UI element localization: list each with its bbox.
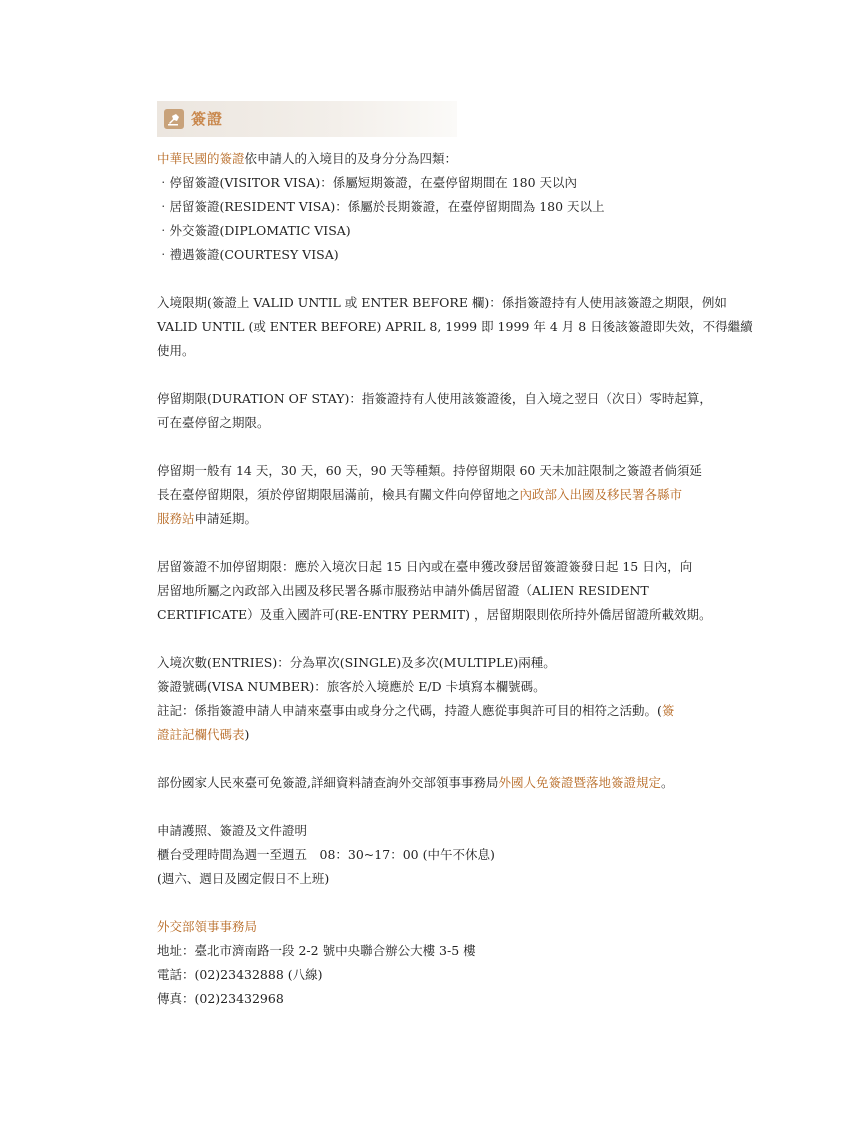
entries-text: 入境次數(ENTRIES)：分為單次(SINGLE)及多次(MULTIPLE)兩種。 xyxy=(157,655,556,670)
visa-type-item: ‧外交簽證(DIPLOMATIC VISA) xyxy=(157,223,351,238)
visa-free-text: 部份國家人民來臺可免簽證,詳細資料請查詢外交部領事事務局 xyxy=(157,775,499,790)
intro-text: 依申請人的入境目的及身分分為四類： xyxy=(244,151,458,166)
resident-text: 居留地所屬之內政部入出國及移民署各縣市服務站申請外僑居留證（ALIEN RESIDENT xyxy=(157,583,649,598)
immigration-office-link-cont[interactable]: 服務站 xyxy=(157,511,195,526)
service-title: 申請護照、簽證及文件證明 xyxy=(157,823,308,838)
remarks-line xyxy=(157,723,717,747)
visa-document xyxy=(157,101,753,1011)
roc-visa-link[interactable]: 中華民國的簽證 xyxy=(157,151,245,166)
immigration-office-link[interactable]: 內政部入出國及移民署各縣市 xyxy=(519,487,683,502)
extension-line xyxy=(157,507,717,531)
validity-text: 入境限期(簽證上 VALID UNTIL 或 ENTER BEFORE 欄)：係指簽證持有人使用該簽證之期限，例如 xyxy=(157,295,727,310)
remarks-code-link-cont[interactable]: 證註記欄代碼表 xyxy=(157,727,245,742)
visa-exempt-link[interactable]: 外國人免簽證暨落地簽證規定 xyxy=(498,775,661,790)
resident-text: 居留簽證不加停留期限：應於入境次日起 15 日內或在臺申獲改發居留簽證簽發日起 15 日內，向 xyxy=(157,559,693,574)
section-header xyxy=(157,101,457,137)
office-fax: 傳真：(02)23432968 xyxy=(157,991,284,1006)
office-name-text: 外交部領事事務局 xyxy=(157,919,258,934)
duration-text: 停留期限(DURATION OF STAY)：指簽證持有人使用該簽證後，自入境之翌日（次日）零時起算， xyxy=(157,391,712,406)
visa-stamp-icon xyxy=(164,109,184,129)
office-name xyxy=(157,915,717,939)
remarks-code-link[interactable]: 簽 xyxy=(661,703,675,718)
extension-text: 停留期一般有 14 天，30 天，60 天，90 天等種類。持停留期限 60 天未加註限制之簽證者倘須延 xyxy=(157,463,702,478)
visa-free-end: 。 xyxy=(661,775,674,790)
service-closed: (週六、週日及國定假日不上班) xyxy=(157,871,330,886)
extension-line xyxy=(157,483,717,507)
remarks-text: 註記：係指簽證申請人申請來臺事由或身分之代碼，持證人應從事與許可目的相符之活動。( xyxy=(157,703,662,718)
visa-type-item: ‧禮遇簽證(COURTESY VISA) xyxy=(157,247,339,262)
office-phone: 電話：(02)23432888 (八線) xyxy=(157,967,323,982)
resident-text: CERTIFICATE）及重入國許可(RE-ENTRY PERMIT) ，居留期限則依所持外僑居留證所載效期。 xyxy=(157,607,712,622)
visa-type-item: ‧停留簽證(VISITOR VISA)：係屬短期簽證，在臺停留期間在 180 天以內 xyxy=(157,175,578,190)
validity-text: 使用。 xyxy=(157,343,195,358)
intro-line xyxy=(157,147,717,171)
extension-text: 申請延期。 xyxy=(194,511,258,526)
visa-type-item: ‧居留簽證(RESIDENT VISA)：係屬於長期簽證，在臺停留期間為 180 天以上 xyxy=(157,199,605,214)
service-hours: 櫃台受理時間為週一至週五 08：30~17：00 (中午不休息) xyxy=(157,847,495,862)
visa-free-line xyxy=(157,771,717,795)
remarks-text: ) xyxy=(244,727,250,742)
page-title: 簽證 xyxy=(191,110,224,128)
visa-number-text: 簽證號碼(VISA NUMBER)：旅客於入境應於 E/D 卡填寫本欄號碼。 xyxy=(157,679,546,694)
duration-text: 可在臺停留之期限。 xyxy=(157,415,270,430)
extension-text: 長在臺停留期限，須於停留期限屆滿前，檢具有關文件向停留地之 xyxy=(157,487,520,502)
validity-text: VALID UNTIL (或 ENTER BEFORE) APRIL 8, 1999 即 1999 年 4 月 8 日後該簽證即失效，不得繼續 xyxy=(157,319,753,334)
office-address: 地址：臺北市濟南路一段 2-2 號中央聯合辦公大樓 3-5 樓 xyxy=(157,943,476,958)
remarks-line xyxy=(157,699,717,723)
